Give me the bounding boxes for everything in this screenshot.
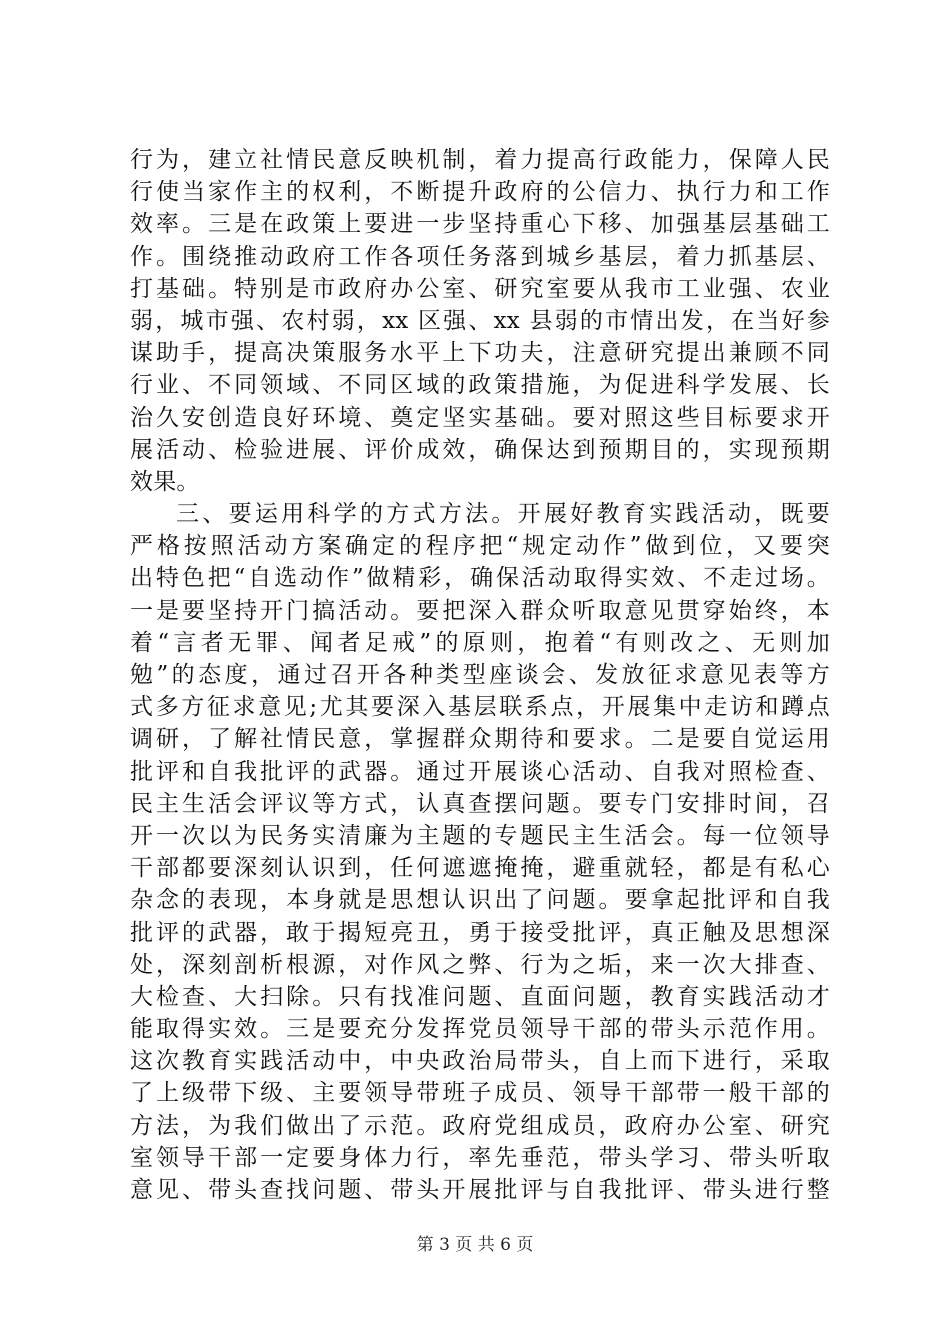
text-line: 批评的武器，敢于揭短亮丑，勇于接受批评，真正触及思想深 — [130, 919, 830, 946]
text-line: 治久安创造良好环境、奠定坚实基础。要对照这些目标要求开 — [130, 404, 830, 431]
text-line: 弱，城市强、农村弱，xx 区强、xx 县弱的市情出发，在当好参 — [130, 307, 830, 334]
text-line: 行业、不同领域、不同区域的政策措施，为促进科学发展、长 — [130, 372, 830, 399]
text-line: 严格按照活动方案确定的程序把“规定动作”做到位，又要突 — [130, 533, 830, 560]
text-line: 杂念的表现，本身就是思想认识出了问题。要拿起批评和自我 — [130, 887, 830, 914]
text-line: 大检查、大扫除。只有找准问题、直面问题，教育实践活动才 — [130, 983, 830, 1010]
text-line: 调研，了解社情民意，掌握群众期待和要求。二是要自觉运用 — [130, 726, 830, 753]
text-line: 能取得实效。三是要充分发挥党员领导干部的带头示范作用。 — [130, 1016, 830, 1043]
text-line: 效果。 — [130, 468, 200, 495]
text-line: 了上级带下级、主要领导带班子成员、领导干部带一般干部的 — [130, 1080, 830, 1107]
text-line: 出特色把“自选动作”做精彩，确保活动取得实效、不走过场。 — [130, 565, 830, 592]
text-line: 意见、带头查找问题、带头开展批评与自我批评、带头进行整 — [130, 1177, 830, 1203]
text-line: 勉”的态度，通过召开各种类型座谈会、发放征求意见表等方 — [130, 662, 830, 688]
text-line: 效率。三是在政策上要进一步坚持重心下移、加强基层基础工 — [130, 211, 830, 238]
text-line: 作。围绕推动政府工作各项任务落到城乡基层，着力抓基层、 — [130, 243, 830, 270]
page-number-footer: 第 3 页 共 6 页 — [416, 1235, 534, 1255]
text-line: 批评和自我批评的武器。通过开展谈心活动、自我对照检查、 — [130, 758, 830, 785]
text-line: 方法，为我们做出了示范。政府党组成员，政府办公室、研究 — [130, 1112, 830, 1139]
text-line: 处，深刻剖析根源，对作风之弊、行为之垢，来一次大排查、 — [130, 951, 830, 978]
section-heading-line: 三、要运用科学的方式方法。开展好教育实践活动，既要 — [176, 501, 830, 528]
text-line: 式多方征求意见;尤其要深入基层联系点，开展集中走访和蹲点 — [130, 694, 830, 721]
text-line: 打基础。特别是市政府办公室、研究室要从我市工业强、农业 — [130, 275, 830, 302]
text-line: 谋助手，提高决策服务水平上下功夫，注意研究提出兼顾不同 — [130, 340, 830, 367]
text-line: 这次教育实践活动中，中央政治局带头，自上而下进行，采取 — [130, 1048, 830, 1075]
text-line: 着“言者无罪、闻者足戒”的原则，抱着“有则改之、无则加 — [130, 629, 830, 656]
text-line: 展活动、检验进展、评价成效，确保达到预期目的，实现预期 — [130, 436, 830, 463]
text-line: 一是要坚持开门搞活动。要把深入群众听取意见贯穿始终，本 — [130, 597, 830, 624]
text-line: 行使当家作主的权利，不断提升政府的公信力、执行力和工作 — [130, 179, 830, 206]
text-line: 室领导干部一定要身体力行，率先垂范，带头学习、带头听取 — [130, 1144, 830, 1171]
text-line: 民主生活会评议等方式，认真查摆问题。要专门安排时间，召 — [130, 790, 830, 817]
text-line: 开一次以为民务实清廉为主题的专题民主生活会。每一位领导 — [130, 822, 830, 849]
text-line: 干部都要深刻认识到，任何遮遮掩掩，避重就轻，都是有私心 — [130, 855, 830, 882]
document-body — [130, 144, 830, 1206]
text-line: 行为，建立社情民意反映机制，着力提高行政能力，保障人民 — [130, 147, 830, 173]
